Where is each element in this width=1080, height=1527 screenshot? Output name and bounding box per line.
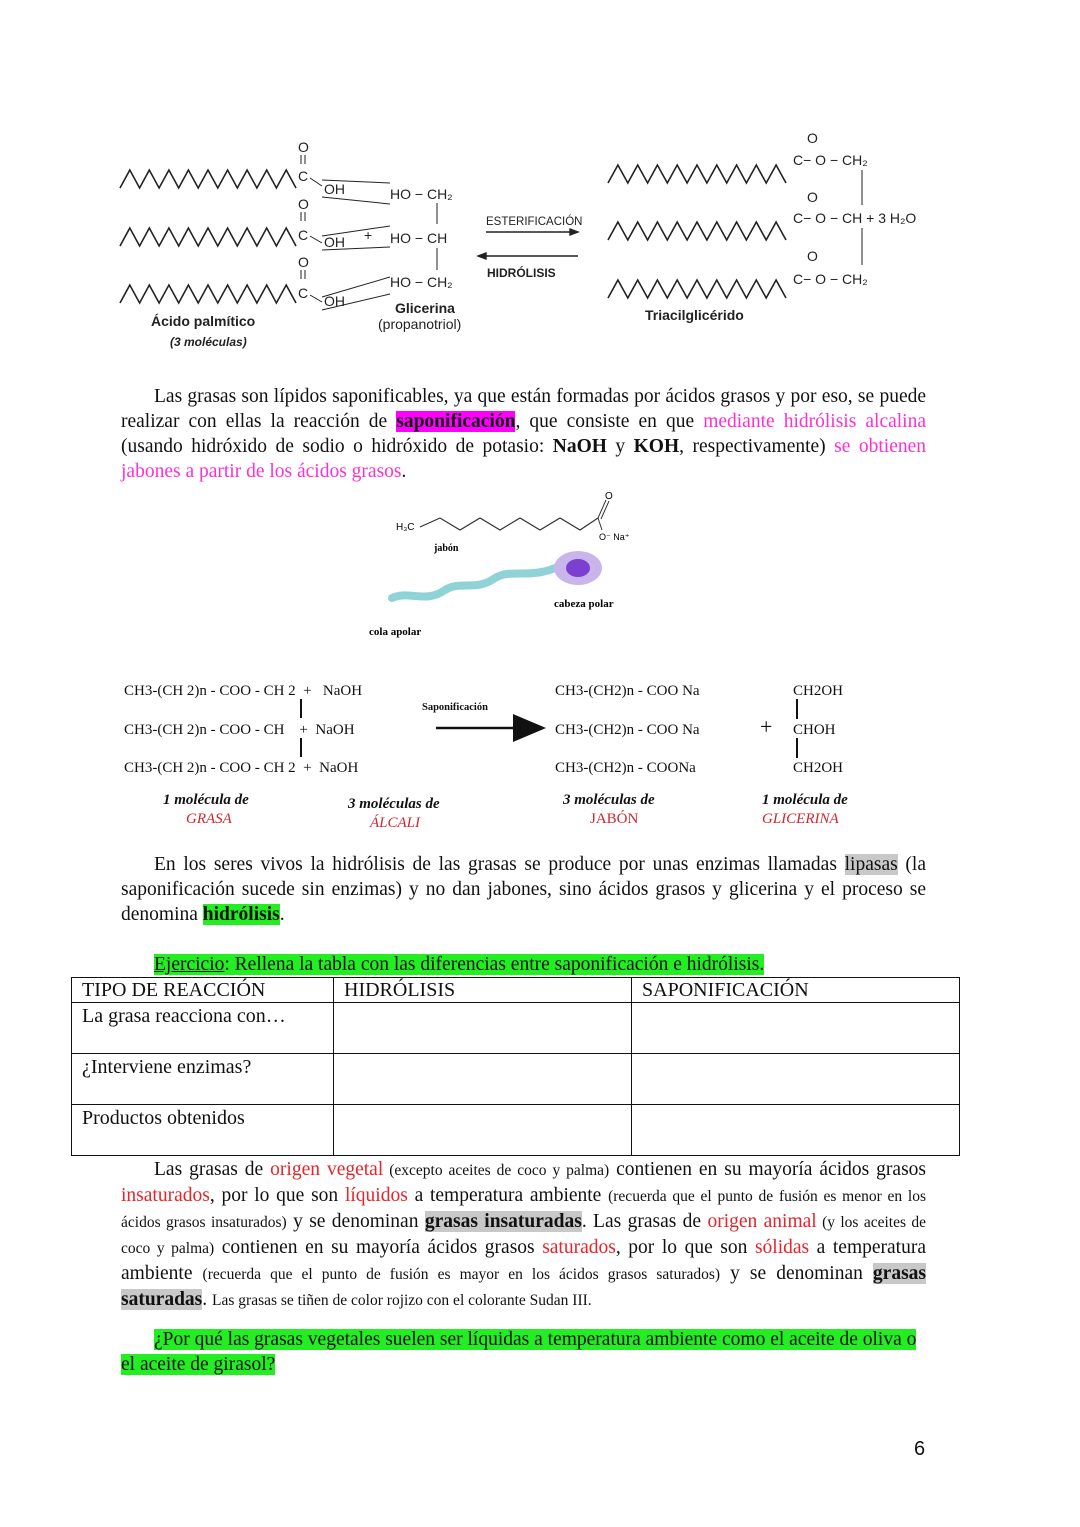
paragraph-saponification [121, 384, 926, 484]
fatty-acid-chain [608, 165, 786, 183]
svg-text:H₃C: H₃C [396, 522, 415, 533]
esterification-diagram [120, 130, 916, 349]
fatty-acid-chain [120, 170, 296, 188]
paragraph-fat-types [121, 1157, 926, 1313]
fatty-acid-chain [120, 285, 296, 303]
svg-text:CH3-(CH2)n - COO Na: CH3-(CH2)n - COO Na [555, 683, 700, 699]
text-run: , por lo que son [209, 1185, 345, 1206]
exercise-label: Ejercicio [154, 954, 225, 975]
text-run: y [606, 436, 634, 457]
text-run: Las grasas de [154, 1159, 271, 1180]
emphasized-text: (recuerda que el punto de fusión es menor en los ácidos grasos insaturados) [121, 1188, 927, 1231]
svg-text:CHOH: CHOH [793, 722, 836, 738]
answer-cell-hidrolisis[interactable] [334, 1003, 632, 1054]
text-run: . [202, 1289, 213, 1310]
soap-molecule-diagram [369, 491, 630, 638]
emphasized-text: mediante hidrólisis alcalina [703, 411, 927, 432]
svg-text:ÁLCALI: ÁLCALI [370, 815, 421, 831]
emphasized-text: grasas saturadas [121, 1263, 927, 1310]
svg-text:O: O [298, 254, 309, 270]
svg-text:OH: OH [324, 234, 345, 250]
svg-text:Glicerina: Glicerina [395, 300, 455, 316]
emphasized-text: (recuerda que el punto de fusión es mayor en los ácidos grasos saturados) [202, 1266, 721, 1283]
emphasized-text: origen animal [707, 1211, 817, 1232]
svg-text:Saponificación: Saponificación [422, 702, 488, 713]
page-number: 6 [914, 1438, 926, 1460]
answer-cell-saponificacion[interactable] [632, 1003, 960, 1054]
svg-text:CH2OH: CH2OH [793, 683, 844, 699]
svg-text:1 molécula de: 1 molécula de [163, 792, 249, 808]
emphasized-text: grasas insaturadas [424, 1211, 582, 1232]
svg-text:jabón: jabón [434, 543, 459, 554]
text-run: , que consiste en que [515, 411, 704, 432]
nonpolar-tail [392, 566, 560, 598]
answer-cell-saponificacion[interactable] [632, 1054, 960, 1105]
svg-text:cola apolar: cola apolar [369, 626, 422, 638]
emphasized-text: se obtienen jabones a partir de los ácidos grasos [121, 436, 927, 482]
reaction-arrows [478, 229, 578, 259]
svg-text:CH3-(CH2)n - COO Na: CH3-(CH2)n - COO Na [555, 722, 700, 738]
row-label: ¿Interviene enzimas? [72, 1054, 334, 1105]
row-label: Productos obtenidos [72, 1105, 334, 1156]
fatty-acid-chain [608, 222, 786, 240]
svg-text:OH: OH [324, 293, 345, 309]
svg-text:CH3-(CH 2)n - COO - CH 2 + N: CH3-(CH 2)n - COO - CH 2 + NaOH [124, 760, 359, 776]
text-run: . [401, 461, 407, 482]
svg-text:Triacilglicérido: Triacilglicérido [645, 307, 744, 323]
text-run: , por lo que son [615, 1237, 755, 1258]
svg-text:O: O [807, 248, 818, 264]
fatty-acid-chain [120, 228, 296, 246]
emphasized-text: NaOH [552, 436, 607, 457]
hydrolysis-label: HIDRÓLISIS [487, 266, 556, 280]
emphasized-text: saturados [542, 1237, 616, 1258]
answer-cell-hidrolisis[interactable] [334, 1054, 632, 1105]
svg-text:GLICERINA: GLICERINA [762, 811, 839, 827]
fatty-acid-chain [608, 280, 786, 298]
emphasized-text: líquidos [344, 1185, 408, 1206]
emphasized-text: origen vegetal [270, 1159, 384, 1180]
svg-text:C: C [298, 168, 309, 184]
svg-text:+: + [760, 714, 773, 739]
row-label: La grasa reacciona con… [72, 1003, 334, 1054]
table-header: TIPO DE REACCIÓN [72, 978, 334, 1003]
table-row [72, 1003, 960, 1054]
svg-text:C− O − CH + 3 H₂O: C− O − CH + 3 H₂O [793, 210, 917, 226]
emphasized-text: insaturados [121, 1185, 210, 1206]
svg-text:O: O [605, 491, 613, 502]
table-row [72, 1105, 960, 1156]
svg-text:Ácido palmítico: Ácido palmítico [151, 313, 256, 329]
text-run: . Las grasas de [581, 1211, 708, 1232]
emphasized-text: Las grasas se tiñen de color rojizo con el colorante Sudan III. [212, 1292, 592, 1309]
svg-text:HO − CH₂: HO − CH₂ [390, 274, 453, 290]
text-run: . [279, 904, 285, 925]
svg-text:O: O [298, 139, 309, 155]
esterification-label: ESTERIFICACIÓN [486, 216, 583, 228]
emphasized-text: lipasas [844, 854, 898, 875]
svg-text:O⁻ Na⁺: O⁻ Na⁺ [599, 532, 630, 542]
svg-text:CH3-(CH2)n - COONa: CH3-(CH2)n - COONa [555, 760, 696, 776]
text-run: y se denominan [286, 1211, 425, 1232]
svg-text:C: C [298, 227, 309, 243]
text-run: a temperatura ambiente [121, 1237, 926, 1284]
emphasized-text: saponificación [396, 411, 516, 432]
text-run: (la saponificación sucede sin enzimas) y no dan jabones, sino ácidos grasos y glicerina y el proceso se denomina [121, 854, 926, 925]
emphasized-text: sólidas [754, 1237, 810, 1258]
exercise-text: : Rellena la tabla con las diferencias entre saponificación e hidrólisis. [224, 954, 765, 975]
svg-text:HO − CH₂: HO − CH₂ [390, 186, 453, 202]
emphasized-text: hidrólisis [202, 904, 280, 925]
svg-text:CH3-(CH 2)n - COO - CH + N: CH3-(CH 2)n - COO - CH + NaOH [124, 722, 355, 738]
answer-cell-saponificacion[interactable] [632, 1105, 960, 1156]
text-run: y se denominan [720, 1263, 873, 1284]
answer-cell-hidrolisis[interactable] [334, 1105, 632, 1156]
svg-text:CH2OH: CH2OH [793, 760, 844, 776]
svg-text:cabeza polar: cabeza polar [554, 598, 614, 610]
svg-text:3 moléculas de: 3 moléculas de [563, 792, 655, 808]
svg-text:(propanotriol): (propanotriol) [378, 316, 462, 332]
emphasized-text: (y los aceites de coco y palma) [121, 1214, 926, 1257]
question-paragraph [121, 1327, 926, 1377]
text-run: contienen en su mayoría ácidos grasos [609, 1159, 926, 1180]
text-run: contienen en su mayoría ácidos grasos [214, 1237, 543, 1258]
emphasized-text: (excepto aceites de coco y palma) [383, 1162, 610, 1179]
table-header: HIDRÓLISIS [334, 978, 632, 1003]
svg-text:+: + [364, 227, 373, 243]
table-row [72, 1054, 960, 1105]
saponification-reaction [124, 683, 848, 831]
svg-text:CH3-(CH 2)n - COO - CH 2 +: CH3-(CH 2)n - COO - CH 2 + NaOH [124, 683, 363, 699]
svg-text:1 molécula de: 1 molécula de [762, 792, 848, 808]
svg-text:JABÓN: JABÓN [590, 811, 639, 827]
paragraph-hydrolysis [121, 852, 926, 927]
svg-text:C− O − CH₂: C− O − CH₂ [793, 271, 868, 287]
svg-text:OH: OH [324, 181, 345, 197]
text-run: (usando hidróxido de sodio o hidróxido de potasio: [121, 436, 553, 457]
text-run: , respectivamente) [679, 436, 835, 457]
carbonyl-group [298, 139, 309, 301]
text-run: a temperatura ambiente [407, 1185, 609, 1206]
svg-text:GRASA: GRASA [186, 811, 232, 827]
text-run: Las grasas son lípidos saponificables, ya que están formadas por ácidos grasos y por eso, se puede realizar con ellas la reacción de [121, 386, 926, 432]
svg-text:O: O [807, 130, 818, 146]
svg-text:C− O − CH₂: C− O − CH₂ [793, 152, 868, 168]
table-header: SAPONIFICACIÓN [632, 978, 960, 1003]
table-header-row [72, 978, 960, 1003]
svg-text:C: C [298, 285, 309, 301]
text-run: En los seres vivos la hidrólisis de las grasas se produce por unas enzimas llamadas [154, 854, 845, 875]
question-text: ¿Por qué las grasas vegetales suelen ser líquidas a temperatura ambiente como el aceite de oliva o el aceite de girasol? [121, 1329, 917, 1375]
exercise-instruction [154, 952, 764, 977]
svg-text:O: O [807, 189, 818, 205]
svg-text:3 moléculas de: 3 moléculas de [348, 796, 440, 812]
exercise-table [71, 977, 960, 1156]
emphasized-text: KOH [633, 436, 680, 457]
svg-text:(3 moléculas): (3 moléculas) [170, 335, 247, 349]
svg-text:O: O [298, 196, 309, 212]
svg-text:HO − CH: HO − CH [390, 230, 448, 246]
